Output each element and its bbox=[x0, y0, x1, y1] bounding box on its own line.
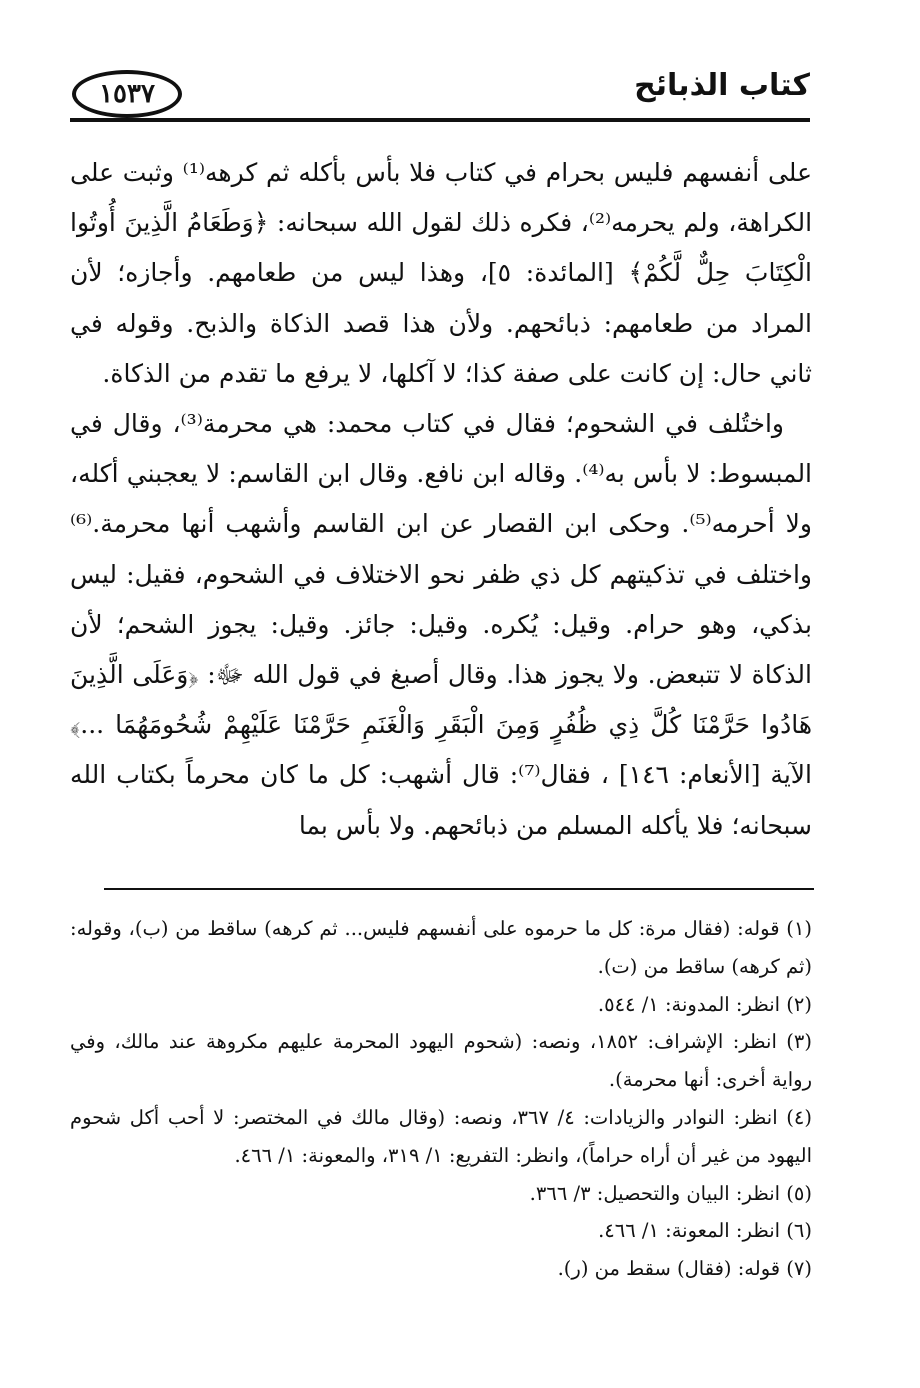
footnote: (٢) انظر: المدونة: ١/ ٥٤٤. bbox=[597, 992, 812, 1016]
paragraph: واختُلف في الشحوم؛ فقال في كتاب محمد: هي محرمة⁽³⁾، وقال في المبسوط: لا بأس به⁽⁴⁾. وقاله ابن نافع. وقال ابن القاسم: لا يعجبني أكله، ولا أحرمه⁽⁵⁾. وحكى ابن القصار عن ابن القاسم وأشهب أنها محرمة.⁽⁶⁾ واختلف في تذكيتهم كل ذي ظفر نحو الاختلاف في الشحوم، فقيل: ليس بذكي، وهو حرام. وقيل: يُكره. وقيل: جائز. وقيل: يجوز الشحم؛ لأن الذكاة لا تتبعض. ولا يجوز هذا. وقال أصبغ في قول الله ﷻ: ﴿وَعَلَى الَّذِينَ هَادُوا حَرَّمْنَا كُلَّ ذِي ظُفُرٍ وَمِنَ الْبَقَرِ وَالْغَنَمِ حَرَّمْنَا عَلَيْهِمْ شُحُومَهُمَا ...﴾ الآية [الأنعام: ١٤٦] ، فقال⁽⁷⁾: قال أشهب: كل ما كان محرماً بكتاب الله سبحانه؛ فلا يأكله المسلم من ذبائحهم. ولا بأس بما bbox=[70, 409, 813, 840]
main-text bbox=[70, 148, 812, 851]
footnote: (٧) قوله: (فقال) سقط من (ر). bbox=[557, 1257, 812, 1281]
header-rule bbox=[70, 118, 810, 122]
footnote: (٣) انظر: الإشراف: ١٨٥٢، ونصه: (شحوم اليهود المحرمة عليهم مكروهة عند مالك، وفي رواية أخرى: أنها محرمة). bbox=[70, 1030, 812, 1092]
footnotes bbox=[70, 910, 812, 1288]
paragraph: على أنفسهم فليس بحرام في كتاب فلا بأس بأكله ثم كرهه⁽¹⁾ وثبت على الكراهة، ولم يحرمه⁽²⁾، فكره ذلك لقول الله سبحانه: ﴿وَطَعَامُ الَّذِينَ أُوتُوا الْكِتَابَ حِلٌّ لَّكُمْ﴾ [المائدة: ٥]، وهذا ليس من طعامهم. وأجازه؛ لأن المراد من طعامهم: ذبائحهم. ولأن هذا قصد الذكاة والذبح. وقوله في ثاني حال: إن كانت على صفة كذا؛ لا آكلها، لا يرفع ما تقدم من الذكاة. bbox=[70, 158, 813, 388]
page-title: كتاب الذبائح bbox=[634, 68, 810, 103]
footnote-separator bbox=[104, 888, 814, 890]
footnote: (٤) انظر: النوادر والزيادات: ٤/ ٣٦٧، ونصه: (وقال مالك في المختصر: لا أحب أكل شحوم اليهود من غير أن أراه حراماً)، وانظر: التفريع: ١/ ٣١٩، والمعونة: ١/ ٤٦٦. bbox=[70, 1105, 813, 1167]
page-number: ١٥٣٧ bbox=[72, 70, 182, 118]
footnote: (٦) انظر: المعونة: ١/ ٤٦٦. bbox=[598, 1219, 812, 1243]
footnote: (١) قوله: (فقال مرة: كل ما حرموه على أنفسهم فليس... ثم كرهه) ساقط من (ب)، وقوله: (ثم كرهه) ساقط من (ت). bbox=[70, 917, 812, 978]
footnote: (٥) انظر: البيان والتحصيل: ٣/ ٣٦٦. bbox=[529, 1181, 812, 1205]
page-header bbox=[70, 62, 810, 132]
